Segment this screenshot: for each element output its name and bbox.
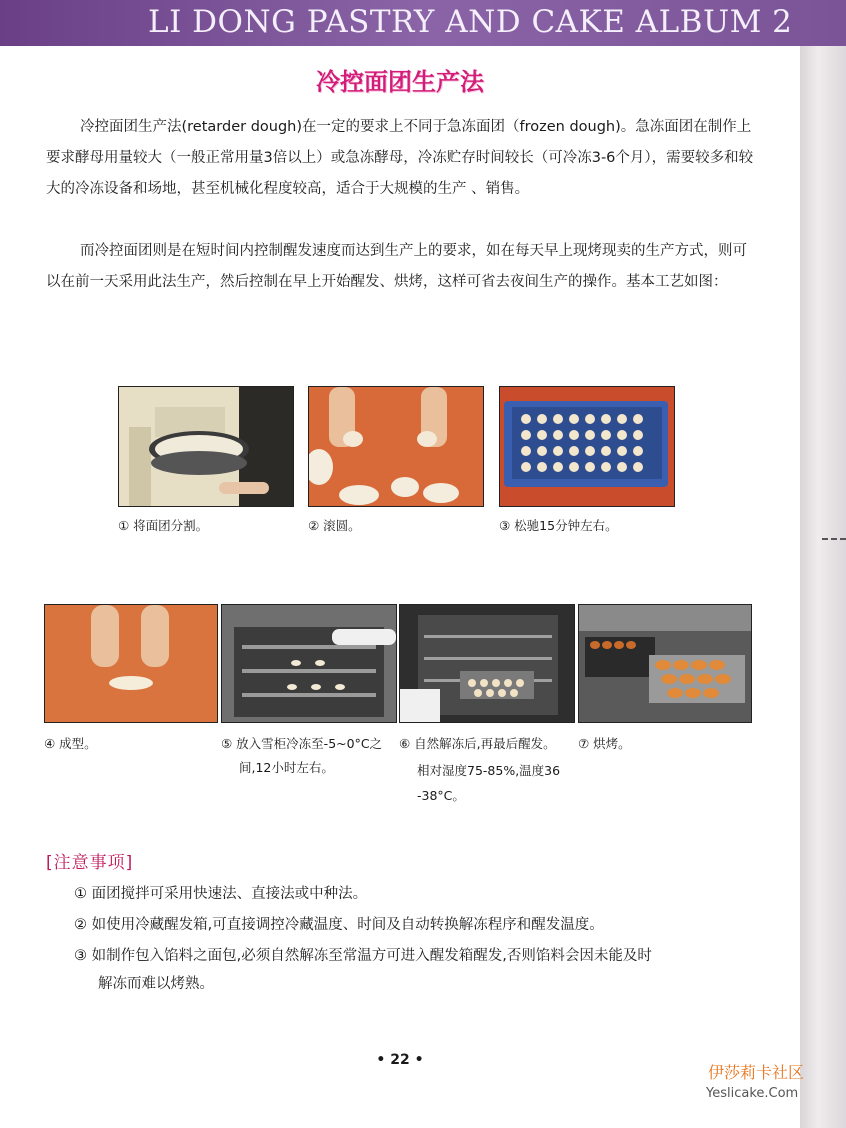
page-number: • 22 • [376, 1052, 424, 1068]
watermark-url: Yeslicake.Com [706, 1086, 799, 1101]
book-spine [800, 0, 846, 1128]
step-5-caption-line-2: 间,12小时左右。 [239, 760, 334, 775]
notice-item-2: ② 如使用冷藏醒发箱,可直接调控冷藏温度、时间及自动转换解冻程序和醒发温度。 [74, 917, 604, 933]
notice-item-3-continued: 解冻而难以烤熟。 [98, 976, 214, 992]
intro-paragraph-1: 冷控面团生产法(retarder dough)在一定的要求上不同于急冻面团（frozen dough)。急冻面团在制作上要求酵母用量较大（一般正常用量3倍以上）或急冻酵母，冷冻贮存时间较长（可冷冻3-6个月），需要较多和较大的冷冻设备和场地，甚至机械化程度较高，适合于大规模的生产 、销售。 [46, 119, 754, 197]
header-banner [0, 0, 846, 46]
step-1-photo [118, 386, 294, 507]
step-4-photo [44, 604, 218, 723]
intro-paragraph-2: 而冷控面团则是在短时间内控制醒发速度而达到生产上的要求，如在每天早上现烤现卖的生产方式，则可以在前一天采用此法生产，然后控制在早上开始醒发、烘烤，这样可省去夜间生产的操作。基本工艺如图： [46, 243, 747, 290]
section-title: 冷控面团生产法 [316, 68, 484, 96]
watermark-site-name: 伊莎莉卡社区 [708, 1063, 805, 1082]
step-2-caption: ② 滚圆。 [308, 518, 361, 533]
step-3-photo [499, 386, 675, 507]
notice-item-1: ① 面团搅拌可采用快速法、直接法或中种法。 [74, 886, 368, 902]
step-6-caption: ⑥ 自然解冻后,再最后醒发。 [399, 736, 556, 751]
step-5-caption: ⑤ 放入雪柜冷冻至-5~0°C之 [221, 736, 383, 751]
spine-dash-line [822, 538, 846, 540]
step-6-caption-line-2: 相对湿度75-85%,温度36 [417, 763, 561, 778]
step-3-caption: ③ 松驰15分钟左右。 [499, 518, 618, 533]
notice-item-3: ③ 如制作包入馅料之面包,必须自然解冻至常温方可进入醒发箱醒发,否则馅料会因未能及时 [74, 948, 652, 964]
step-6-photo [399, 604, 575, 723]
album-title: LI DONG PASTRY AND CAKE ALBUM 2 [148, 4, 793, 40]
step-6-caption-line-3: -38°C。 [417, 788, 465, 803]
step-2-photo [308, 386, 484, 507]
step-7-caption: ⑦ 烘烤。 [578, 736, 631, 751]
step-5-photo [221, 604, 397, 723]
step-7-photo [578, 604, 752, 723]
step-4-caption: ④ 成型。 [44, 736, 97, 751]
notice-title: [注意事项] [46, 853, 134, 873]
step-1-caption: ① 将面团分割。 [118, 518, 209, 533]
